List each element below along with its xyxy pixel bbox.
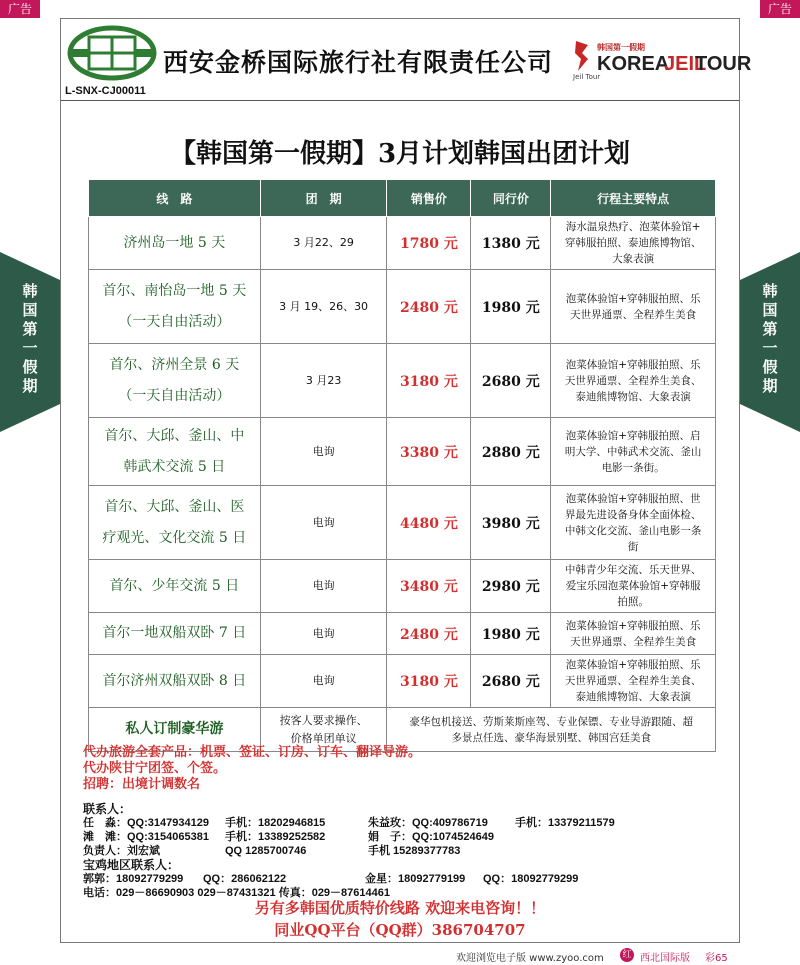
period-line: 电询 (312, 626, 335, 640)
peer-price-cell: 3980 元 (471, 486, 551, 560)
contact-cell: 手机 15289377783 (368, 845, 461, 857)
route-line: 首尔、少年交流 5 日 (109, 577, 240, 594)
route-cell (89, 217, 261, 270)
table-row (89, 344, 716, 418)
peer-price-cell: 2980 元 (471, 560, 551, 613)
feature-line: 爱宝乐园泡菜体验馆+穿韩服 (565, 580, 701, 592)
brand-jeil: JEIL (664, 53, 707, 75)
features-cell (551, 270, 716, 344)
service-line: 招聘：出境计调数名 (83, 777, 201, 792)
period-line: 3 月 19、26、30 (279, 299, 369, 313)
feature-line: 明大学、中韩武术交流、釜山 (564, 445, 702, 458)
brand-tour: TOUR (695, 53, 752, 75)
peer-price-cell: 1980 元 (471, 270, 551, 344)
footer-page-number: 彩65 (705, 953, 728, 964)
route-cell: 私人订制豪华游 (89, 708, 261, 752)
period-line: 价格单团单议 (290, 731, 357, 745)
route-line: 济州岛一地 5 天 (123, 234, 226, 251)
side-tab-char: 第 (22, 320, 38, 338)
company-name: 西安金桥国际旅行社有限责任公司 (163, 48, 554, 77)
side-tab-char: 一 (762, 339, 778, 357)
side-tab-label (0, 282, 60, 396)
contacts-block (83, 802, 615, 900)
brand-mark-icon (573, 39, 591, 73)
route-cell (89, 344, 261, 418)
contact-row (83, 844, 461, 858)
license-number: L-SNX-CJ00011 (65, 85, 146, 97)
contact-cell: 负责人：刘宏斌 (83, 845, 160, 857)
feature-line: 泰迪熊博物馆、大象表演 (575, 390, 691, 403)
route-line: 首尔、南怡岛一地 5 天 (102, 282, 247, 299)
side-tab-char: 期 (22, 377, 38, 395)
col-header-peer-price: 同行价 (471, 180, 551, 217)
feature-line: 天世界通票、全程养生美食、 (564, 374, 702, 387)
feature-line: 中韩文化交流、釜山电影一条 (564, 524, 702, 537)
side-tab-right (740, 252, 800, 432)
period-line: 3 月22、29 (293, 236, 354, 249)
route-cell (89, 418, 261, 486)
brand-sub: Jeil Tour (573, 73, 601, 81)
feature-line: 泡菜体验馆+穿韩服拍照、世 (565, 492, 701, 505)
feature-line: 拍照。 (617, 596, 649, 608)
services-block (83, 745, 421, 793)
features-cell (551, 344, 716, 418)
feature-line: 泡菜体验馆+穿韩服拍照、乐 (565, 619, 701, 632)
price-cell: 2480 元 (387, 613, 471, 655)
route-cell (89, 613, 261, 655)
company-logo-icon (67, 25, 157, 81)
contact-cell: 手机：18202946815 (225, 817, 326, 829)
contact-row (83, 816, 615, 830)
peer-price-cell: 2680 元 (471, 655, 551, 708)
period-line: 按客人要求操作、 (279, 713, 368, 727)
period-line: 电询 (312, 579, 335, 592)
contact-cell: 电话：029－86690903 029－87431321 传真：029－87614461 (83, 887, 390, 899)
feature-line: 泡菜体验馆+穿韩服拍照、乐 (565, 659, 701, 671)
route-line: 首尔、大邱、釜山、中 (104, 427, 245, 444)
feature-line: 泡菜体验馆+穿韩服拍照、乐 (565, 292, 701, 305)
route-line: 韩武术交流 5 日 (123, 458, 226, 475)
ad-tag-right: 广告 (760, 0, 800, 18)
table-row (89, 270, 716, 344)
contact-cell: 朱益玫：QQ:409786719 (368, 817, 488, 829)
side-tab-char: 韩 (22, 282, 38, 300)
header (61, 19, 752, 101)
side-tab-char: 第 (762, 320, 778, 338)
col-header-period: 团 期 (260, 180, 387, 217)
feature-line: 界最先进设备身体全面体检、 (564, 508, 702, 521)
price-cell: 3380 元 (387, 418, 471, 486)
feature-line: 天世界通票、全程养生美食 (570, 635, 697, 648)
contact-cell: 手机：13379211579 (515, 817, 615, 829)
contact-row (83, 830, 494, 844)
route-line: 疗观光、文化交流 5 日 (102, 529, 247, 546)
feature-line: 泡菜体验馆+穿韩服拍照、乐 (565, 358, 701, 371)
brand-logo (573, 39, 752, 81)
route-line: 首尔、大邱、釜山、医 (104, 498, 245, 515)
table-header-row (89, 180, 716, 217)
features-cell (551, 418, 716, 486)
feature-line: 中韩青少年交流、乐天世界、 (564, 564, 702, 576)
features-cell (551, 486, 716, 560)
side-tab-char: 一 (22, 339, 38, 357)
period-line: 电询 (312, 444, 335, 458)
table-row (89, 560, 716, 613)
route-cell (89, 560, 261, 613)
features-cell (551, 655, 716, 708)
baoji-heading: 宝鸡地区联系人： (83, 858, 180, 872)
period-cell (260, 655, 387, 708)
period-cell (260, 344, 387, 418)
table-row (89, 217, 716, 270)
route-cell (89, 655, 261, 708)
table-row (89, 418, 716, 486)
feature-line: 泰迪熊博物馆、大象表演 (575, 691, 691, 703)
footer-edition: 西北国际版 (640, 953, 690, 964)
footer-browse: 欢迎浏览电子版 www.zyoo.com (456, 953, 604, 964)
feature-line: 泡菜体验馆+穿韩服拍照、启 (565, 429, 701, 442)
contacts-heading: 联系人： (83, 802, 132, 816)
feature-line: 多景点任选、豪华海景别墅、韩国宫廷美食 (451, 731, 651, 744)
brand-korea: KOREA (597, 53, 670, 75)
contact-cell: 手机：13389252582 (225, 831, 326, 843)
service-line: 代办旅游全套产品：机票、签证、订房、订车、翻译导游。 (83, 745, 422, 760)
period-line: 电询 (312, 515, 335, 529)
features-cell (551, 613, 716, 655)
feature-line: 豪华包机接送、劳斯莱斯座驾、专业保镖、专业导游跟随、超 (409, 715, 693, 728)
contact-cell: QQ：286062122 (203, 873, 287, 885)
route-line: 首尔、济州全景 6 天 (109, 356, 240, 373)
feature-line: 天世界通票、全程养生美食、 (564, 675, 702, 687)
route-line: （一天自由活动） (118, 313, 231, 330)
features-cell (387, 708, 716, 752)
side-tab-label (740, 282, 800, 396)
brand-korean: 韩国第一假期 (597, 43, 645, 52)
route-cell (89, 270, 261, 344)
peer-price-cell: 1380 元 (471, 217, 551, 270)
route-line: 首尔济州双船双卧 8 日 (102, 672, 247, 689)
price-cell: 3180 元 (387, 344, 471, 418)
col-header-features: 行程主要特点 (551, 180, 716, 217)
features-cell (551, 217, 716, 270)
period-cell (260, 613, 387, 655)
price-cell: 3480 元 (387, 560, 471, 613)
peer-price-cell: 2880 元 (471, 418, 551, 486)
contact-cell: 滩 滩：QQ:3154065381 (83, 831, 209, 843)
side-tab-char: 国 (762, 301, 778, 319)
period-cell (260, 486, 387, 560)
col-header-route: 线 路 (89, 180, 261, 217)
side-tab-char: 假 (22, 358, 38, 376)
footer-badge: 红 (620, 948, 634, 962)
ad-tag-left: 广告 (0, 0, 40, 18)
period-line: 3 月23 (305, 373, 342, 387)
price-cell: 1780 元 (387, 217, 471, 270)
table-row (89, 486, 716, 560)
side-tab-left (0, 252, 60, 432)
peer-price-cell: 2680 元 (471, 344, 551, 418)
peer-price-cell: 1980 元 (471, 613, 551, 655)
table-body (89, 217, 716, 752)
service-line: 代办陕甘宁团签、个签。 (83, 761, 227, 776)
feature-line: 街 (627, 540, 639, 553)
feature-line: 穿韩服拍照、泰迪熊博物馆、 (564, 237, 702, 249)
table-row (89, 655, 716, 708)
feature-line: 电影一条街。 (601, 461, 665, 474)
route-line: 首尔一地双船双卧 7 日 (102, 625, 247, 641)
page-footer (0, 946, 800, 965)
price-cell: 2480 元 (387, 270, 471, 344)
side-tab-char: 假 (762, 358, 778, 376)
period-cell (260, 560, 387, 613)
contact-cell: 金星：18092779199 (365, 873, 466, 885)
feature-line: 大象表演 (612, 253, 655, 265)
side-tab-char: 期 (762, 377, 778, 395)
route-line: （一天自由活动） (118, 387, 231, 404)
contact-cell: QQ：18092779299 (483, 873, 579, 885)
price-cell: 3180 元 (387, 655, 471, 708)
period-cell (260, 418, 387, 486)
price-cell: 4480 元 (387, 486, 471, 560)
feature-line: 天世界通票、全程养生美食 (570, 308, 697, 321)
qq-group-line: 同业QQ平台（QQ群）386704707 (274, 921, 526, 939)
ad-frame (60, 18, 752, 943)
tour-plan-table (88, 179, 716, 752)
feature-line: 海水温泉热疗、泡菜体验馆+ (565, 221, 701, 233)
side-tab-char: 国 (22, 301, 38, 319)
contact-cell: QQ 1285700746 (225, 845, 307, 857)
contact-cell: 郭郭：18092779299 (83, 873, 184, 885)
features-cell (551, 560, 716, 613)
period-cell (260, 217, 387, 270)
contact-cell: 任 淼：QQ:3147934129 (83, 817, 209, 829)
contact-row (83, 872, 579, 886)
promo-line: 另有多韩国优质特价线路 欢迎来电咨询！！ (254, 899, 546, 917)
contact-cell: 娟 子：QQ:1074524649 (368, 831, 494, 843)
period-cell (260, 270, 387, 344)
period-line: 电询 (312, 674, 335, 687)
route-cell (89, 486, 261, 560)
col-header-price: 销售价 (387, 180, 471, 217)
table-row (89, 613, 716, 655)
side-tab-char: 韩 (762, 282, 778, 300)
page-title: 【韩国第一假期】3月计划韩国出团计划 (169, 139, 631, 169)
